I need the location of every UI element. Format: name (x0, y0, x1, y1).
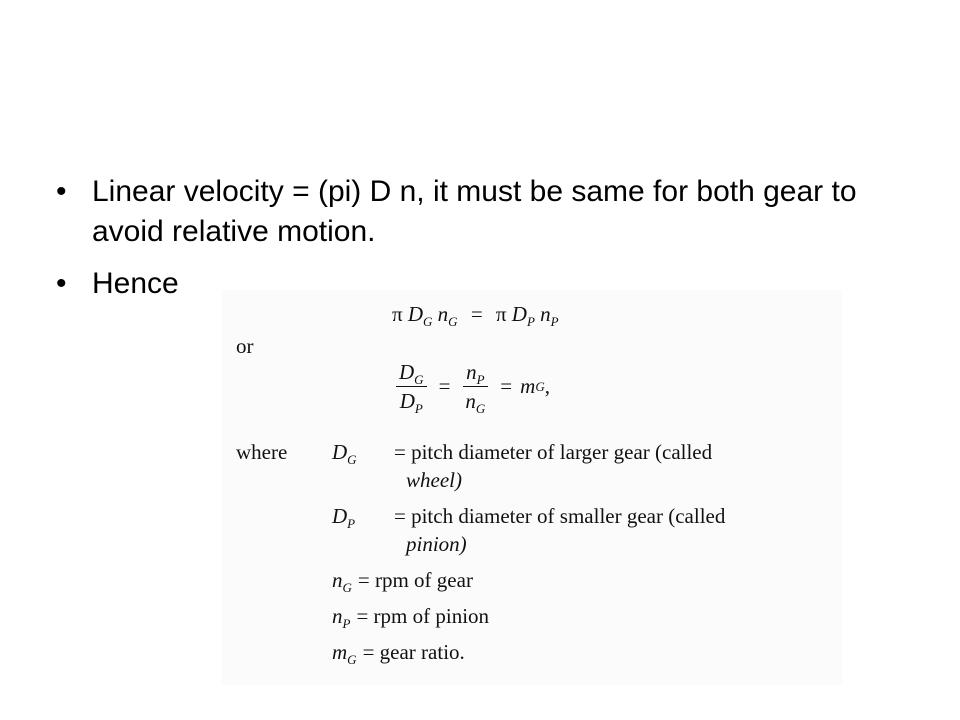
definition-continuation: pinion) (406, 532, 467, 556)
subscript-p: P (550, 314, 559, 329)
equation-velocity-equality (392, 302, 559, 327)
scanned-equation-image (222, 290, 842, 685)
bullet-text-velocity: Linear velocity = (pi) D n, it must be same for both gear to avoid relative motion. (92, 175, 857, 248)
bullet-marker: • (56, 267, 67, 300)
definition-row: $n_P$ = rpm of pinion (332, 604, 490, 631)
symbol-n: n (437, 302, 449, 326)
definition-row: $n_G$ = rpm of gear (332, 568, 473, 595)
comma: , (544, 374, 550, 398)
definition-row: $D_P$ = pitch diameter of smaller gear (called (332, 504, 726, 531)
bullet-item-velocity (56, 172, 876, 252)
bullet-text-hence: Hence (92, 267, 179, 300)
bullet-list (56, 172, 876, 304)
fraction-speed: $\frac{n_P}{n_G}$ (462, 360, 488, 413)
where-label: where (236, 440, 288, 464)
subscript-p: P (526, 314, 535, 329)
definition-row: $D_G$ = pitch diameter of larger gear (called (332, 440, 713, 467)
definition-continuation: wheel) (406, 468, 462, 492)
symbol-m: m (520, 374, 536, 398)
definition-row: $m_G$ = gear ratio. (332, 640, 465, 667)
equals-sign: = (500, 374, 513, 398)
definition-text: rpm of pinion (373, 604, 490, 628)
pi-symbol: π (392, 302, 403, 326)
symbol-n: n (540, 302, 551, 326)
pi-symbol: π (495, 302, 507, 326)
definition-text: gear ratio. (379, 640, 465, 664)
definition-text: pitch diameter of larger gear (called (411, 440, 713, 464)
definition-text: pitch diameter of smaller gear (called (411, 504, 726, 528)
symbol-d: D (407, 302, 424, 326)
bullet-marker: • (56, 175, 67, 208)
subscript-g: G (448, 314, 458, 329)
equation-gear-ratio: $\frac{D_G}{D_P}$ = $\frac{n_P}{n_G}$ = m G , (392, 360, 550, 413)
subscript-g: G (423, 314, 433, 329)
definition-text: rpm of gear (374, 568, 473, 592)
fraction-diameter: $\frac{D_G}{D_P}$ (396, 360, 427, 413)
symbol-d: D (511, 302, 527, 326)
or-label: or (236, 334, 254, 358)
equals-sign: = (438, 374, 451, 398)
equals-sign: = (470, 302, 483, 326)
